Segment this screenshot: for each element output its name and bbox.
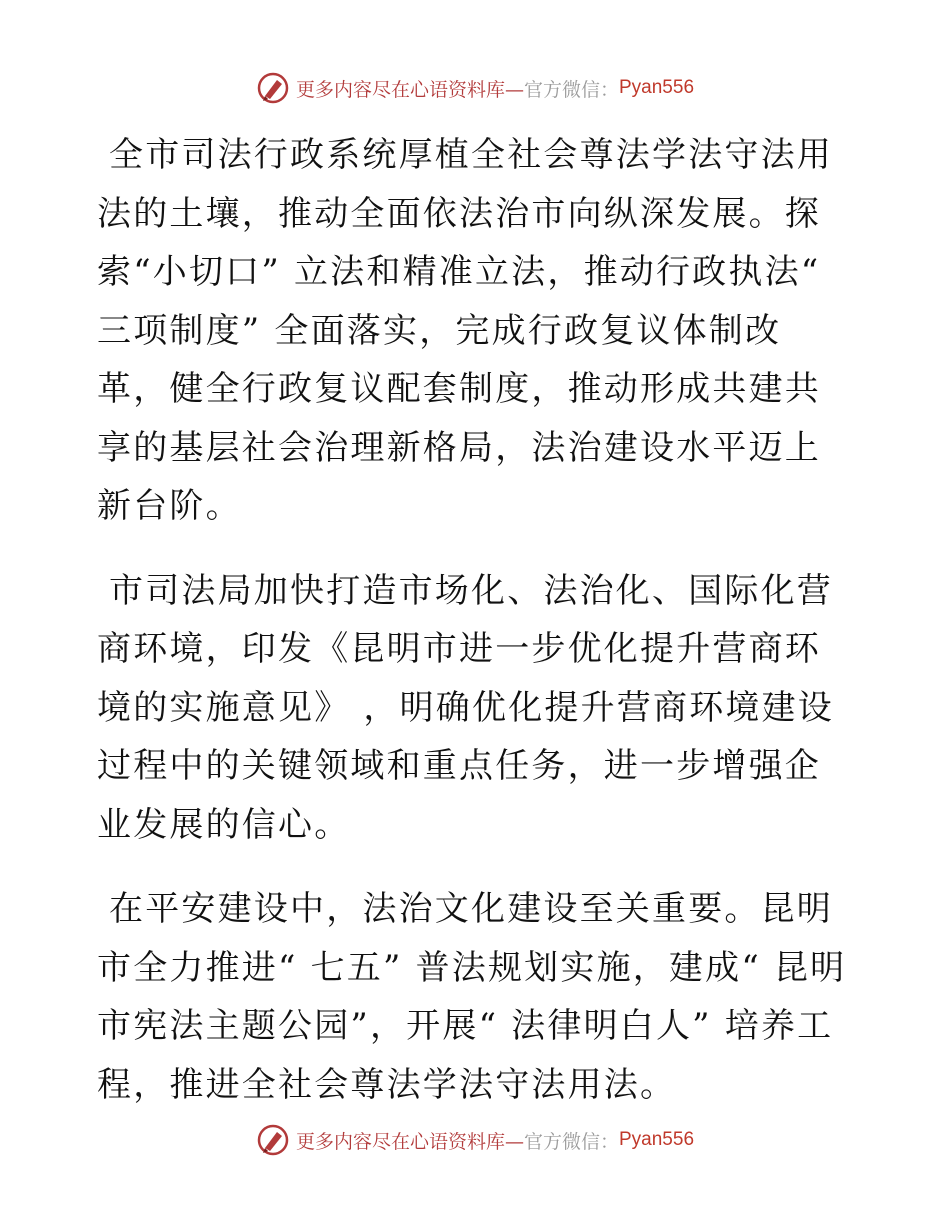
watermark-main-text: 更多内容尽在心语资料库—: [295, 1130, 524, 1153]
watermark-wechat-id: Pyan556: [619, 1129, 695, 1150]
footer-watermark: [0, 1120, 950, 1160]
header-watermark: [0, 68, 950, 108]
pen-logo-icon: [256, 71, 290, 105]
paragraph-3: 在平安建设中，法治文化建设至关重要。昆明市全力推进“ 七五” 普法规划实施，建成“ 昆明市宪法主题公园”，开展“ 法律明白人” 培养工程，推进全社会尊法学法守法用法。: [97, 889, 847, 1105]
pen-logo-icon: [256, 1123, 290, 1157]
paragraph-1: 全市司法行政系统厚植全社会尊法学法守法用法的土壤，推动全面依法治市向纵深发展。探索“小切口” 立法和精准立法，推动行政执法“ 三项制度” 全面落实，完成行政复议体制改革，健全行政复议配套制度，推动形成共建共享的基层社会治理新格局，法治建设水平迈上新台阶。: [97, 135, 833, 526]
document-body: [97, 126, 853, 1114]
watermark-main-text: 更多内容尽在心语资料库—: [295, 78, 524, 101]
paragraph-2: 市司法局加快打造市场化、法治化、国际化营商环境，印发《昆明市进一步优化提升营商环境的实施意见》 ，明确优化提升营商环境建设过程中的关键领域和重点任务，进一步增强企业发展的信心。: [97, 570, 835, 845]
watermark-wechat-label: 官方微信：: [523, 78, 619, 101]
watermark-wechat-id: Pyan556: [619, 77, 695, 98]
watermark-wechat-label: 官方微信：: [523, 1130, 619, 1153]
